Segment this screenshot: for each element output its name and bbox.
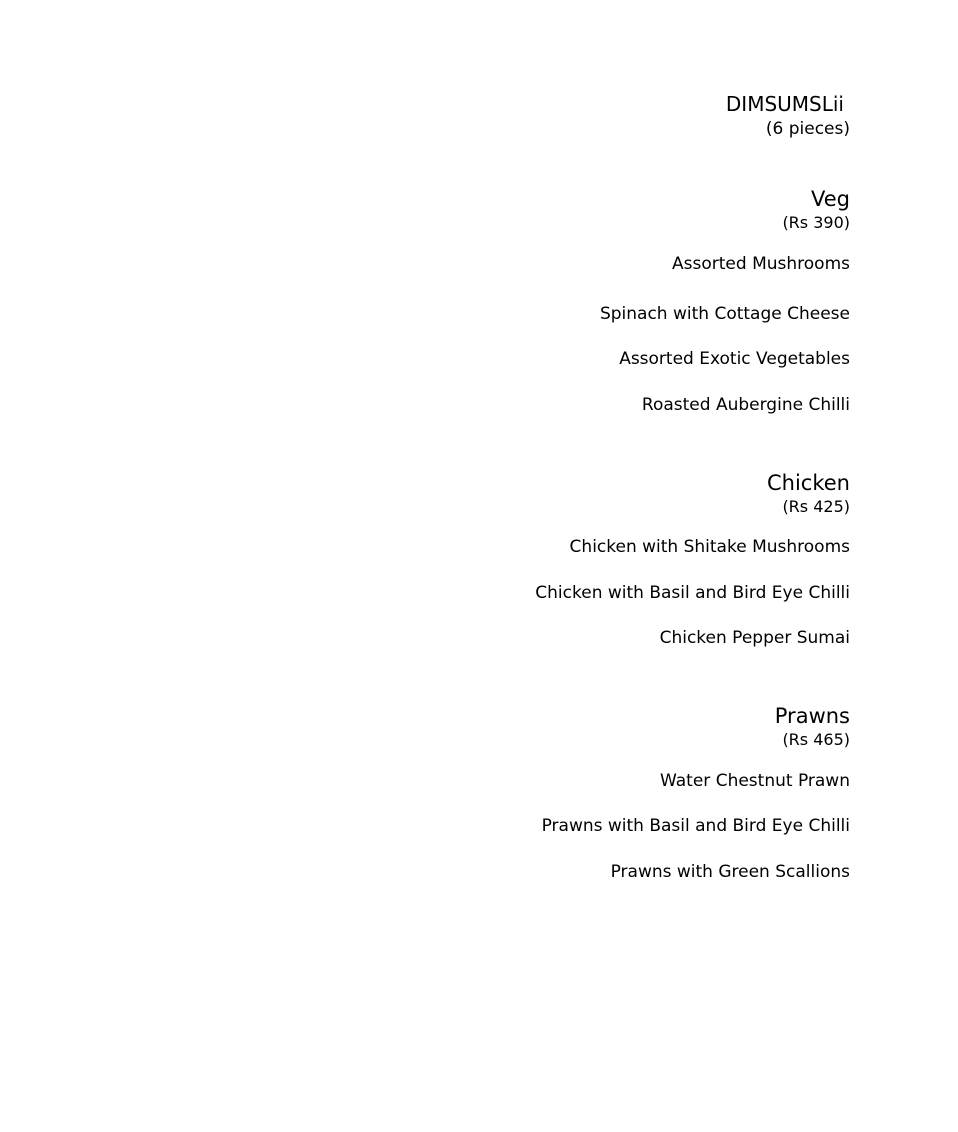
menu-item: Assorted Mushrooms	[672, 254, 850, 274]
menu-title: DIMSUMSLii	[725, 92, 844, 116]
menu-item: Assorted Exotic Vegetables	[619, 349, 850, 369]
section-price-prawns: (Rs 465)	[782, 730, 850, 749]
menu-item: Spinach with Cottage Cheese	[599, 304, 850, 324]
menu-item: Prawns with Green Scallions	[610, 862, 850, 882]
section-heading-veg: Veg	[811, 187, 850, 211]
menu-item: Roasted Aubergine Chilli	[641, 395, 850, 415]
menu-item: Prawns with Basil and Bird Eye Chilli	[541, 816, 850, 836]
menu-item: Chicken Pepper Sumai	[659, 628, 850, 648]
menu-item: Chicken with Basil and Bird Eye Chilli	[535, 583, 850, 603]
section-price-veg: (Rs 390)	[782, 213, 850, 232]
section-heading-chicken: Chicken	[767, 471, 850, 495]
menu-item: Water Chestnut Prawn	[660, 771, 850, 791]
menu-subtitle: (6 pieces)	[765, 119, 850, 139]
section-price-chicken: (Rs 425)	[782, 497, 850, 516]
section-heading-prawns: Prawns	[774, 704, 850, 728]
menu-item: Chicken with Shitake Mushrooms	[569, 537, 850, 557]
